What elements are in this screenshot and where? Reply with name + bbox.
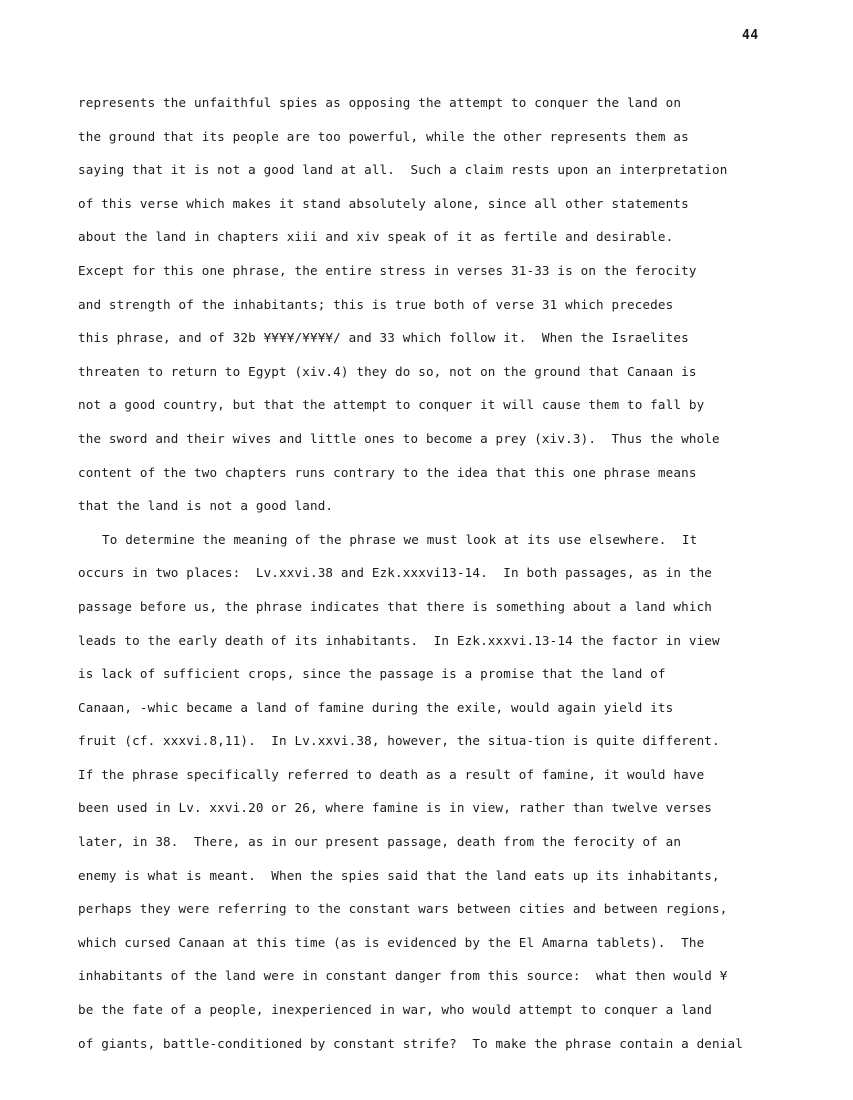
text-line: later, in 38. There, as in our present passage, death from the ferocity of an: [78, 834, 682, 850]
text-line: content of the two chapters runs contrary to the idea that this one phrase means: [78, 464, 697, 480]
text-line: saying that it is not a good land at all. Such a claim rests upon an interpretation: [78, 162, 728, 178]
paragraph-start-line: To determine the meaning of the phrase we must look at its use elsewhere. It: [102, 531, 698, 547]
text-line: been used in Lv. xxvi.20 or 26, where famine is in view, rather than twelve verses: [78, 800, 713, 816]
text-line: of this verse which makes it stand absolutely alone, since all other statements: [78, 195, 689, 211]
page-number: 44: [742, 28, 759, 43]
text-line: inhabitants of the land were in constant danger from this source: what then would ¥: [78, 968, 728, 984]
text-line: which cursed Canaan at this time (as is evidenced by the El Amarna tablets). The: [78, 934, 705, 950]
text-line: is lack of sufficient crops, since the passage is a promise that the land of: [78, 666, 666, 682]
text-line: fruit (cf. xxxvi.8,11). In Lv.xxvi.38, however, the situa-tion is quite different.: [78, 733, 720, 749]
text-line: Canaan, -whic became a land of famine during the exile, would again yield its: [78, 699, 674, 715]
text-line: leads to the early death of its inhabitants. In Ezk.xxxvi.13-14 the factor in view: [78, 632, 720, 648]
text-line: about the land in chapters xiii and xiv speak of it as fertile and desirable.: [78, 229, 674, 245]
text-line: occurs in two places: Lv.xxvi.38 and Ezk.xxxvi13-14. In both passages, as in the: [78, 565, 713, 581]
text-line: of giants, battle-conditioned by constant strife? To make the phrase contain a denial: [78, 1035, 743, 1051]
text-line: passage before us, the phrase indicates that there is something about a land which: [78, 598, 713, 614]
text-line: and strength of the inhabitants; this is true both of verse 31 which precedes: [78, 296, 674, 312]
text-line: not a good country, but that the attempt to conquer it will cause them to fall by: [78, 397, 705, 413]
text-line: perhaps they were referring to the constant wars between cities and between regions,: [78, 901, 728, 917]
text-line: If the phrase specifically referred to death as a result of famine, it would have: [78, 766, 705, 782]
body-text: [78, 94, 798, 1068]
text-line: that the land is not a good land.: [78, 498, 334, 514]
text-line: the ground that its people are too powerful, while the other represents them as: [78, 128, 689, 144]
text-line: enemy is what is meant. When the spies said that the land eats up its inhabitants,: [78, 867, 720, 883]
text-line: threaten to return to Egypt (xiv.4) they do so, not on the ground that Canaan is: [78, 363, 697, 379]
text-line: this phrase, and of 32b ¥¥¥¥/¥¥¥¥/ and 33 which follow it. When the Israelites: [78, 330, 689, 346]
text-line: Except for this one phrase, the entire stress in verses 31-33 is on the ferocity: [78, 262, 697, 278]
text-line: represents the unfaithful spies as opposing the attempt to conquer the land on: [78, 95, 682, 110]
text-line: the sword and their wives and little ones to become a prey (xiv.3). Thus the whole: [78, 430, 720, 446]
text-line: be the fate of a people, inexperienced in war, who would attempt to conquer a land: [78, 1002, 713, 1018]
